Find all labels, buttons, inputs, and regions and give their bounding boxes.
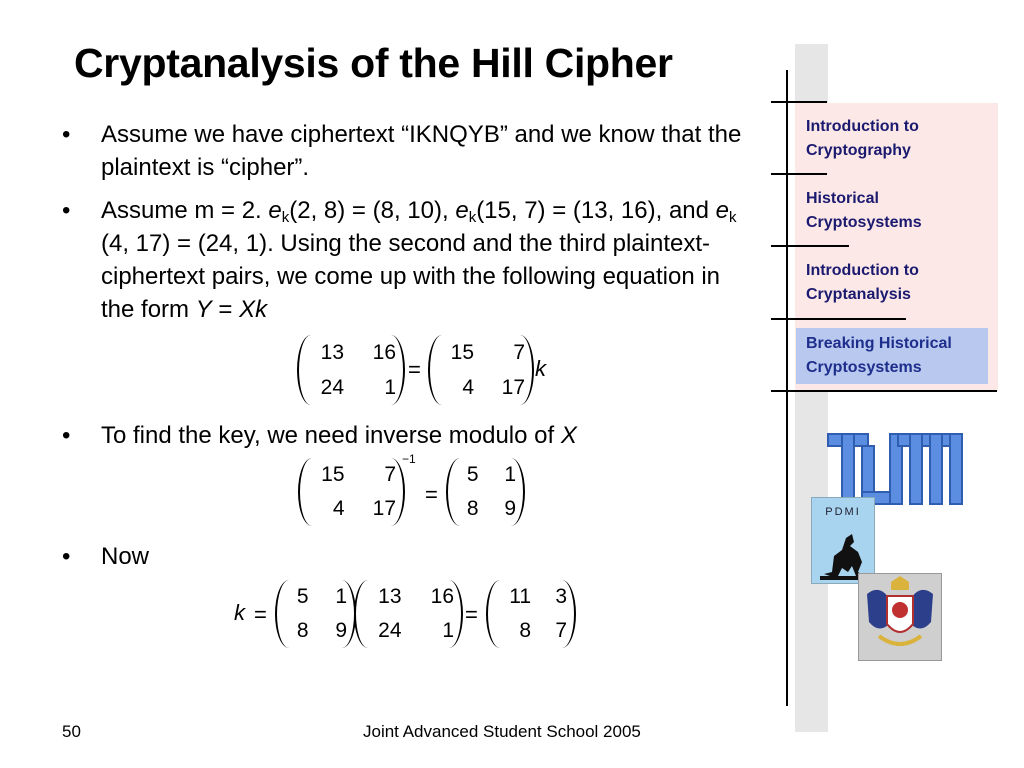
slide-title: Cryptanalysis of the Hill Cipher <box>74 40 673 86</box>
bullet-text-4: Now <box>101 543 150 570</box>
var-k: k <box>234 600 245 625</box>
nav-item-intro-cryptography[interactable]: Introduction to Cryptography <box>806 118 919 159</box>
bullet-text-2: Assume m = 2. $e_k(2$, 8) = (8, 10), $e_k(15$, 7) = (13, 16), and $e_k$ (4, 17) = (24, 1). Using the second and the third plaintext-ciphertext pairs, we come up with the following equation in the form Y = Xk <box>101 197 737 323</box>
matrix-y: 13 16 24 1 <box>354 580 463 648</box>
nav-divider <box>771 318 906 320</box>
nav-divider <box>771 101 827 103</box>
nav-item-breaking-historical[interactable]: Breaking Historical Cryptosystems <box>806 335 952 376</box>
bullet-marker: • <box>62 543 71 570</box>
nav-item-intro-cryptanalysis[interactable]: Introduction to Cryptanalysis <box>806 262 919 303</box>
inverse-exponent: −1 <box>402 452 416 466</box>
equals-sign: = <box>425 482 438 507</box>
equals-sign: = <box>408 357 421 382</box>
equals-sign: = <box>254 602 267 627</box>
pdmi-logo-text: PDMI <box>825 506 861 518</box>
matrix-x-inverse: 5 1 8 9 <box>446 458 525 526</box>
nav-divider <box>771 245 849 247</box>
nav-divider <box>771 173 827 175</box>
crest-logo <box>858 573 942 661</box>
equals-sign: = <box>465 602 478 627</box>
nav-item-historical-cryptosystems[interactable]: Historical Cryptosystems <box>806 190 922 231</box>
footer-text: Joint Advanced Student School 2005 <box>363 722 641 741</box>
bullet-marker: • <box>62 121 71 148</box>
bullet-marker: • <box>62 197 71 224</box>
page-number: 50 <box>62 722 81 741</box>
matrix-k-inverse: 5 1 8 9 <box>275 580 356 648</box>
matrix-result: 11 3 8 7 <box>486 580 576 648</box>
matrix-lhs: 13 16 24 1 <box>297 335 405 405</box>
matrix-x: 15 7 4 17 <box>298 458 405 526</box>
pdmi-logo <box>811 497 875 584</box>
matrix-rhs: 15 7 4 17 <box>428 335 534 405</box>
nav-divider <box>771 390 997 392</box>
bullet-text-1: Assume we have ciphertext “IKNQYB” and we know that the plaintext is “cipher”. <box>101 121 742 181</box>
var-k: k <box>535 356 546 381</box>
bullet-text-3: To find the key, we need inverse modulo of X <box>101 422 577 449</box>
sidebar-divider <box>786 70 788 706</box>
bullet-marker: • <box>62 422 71 449</box>
